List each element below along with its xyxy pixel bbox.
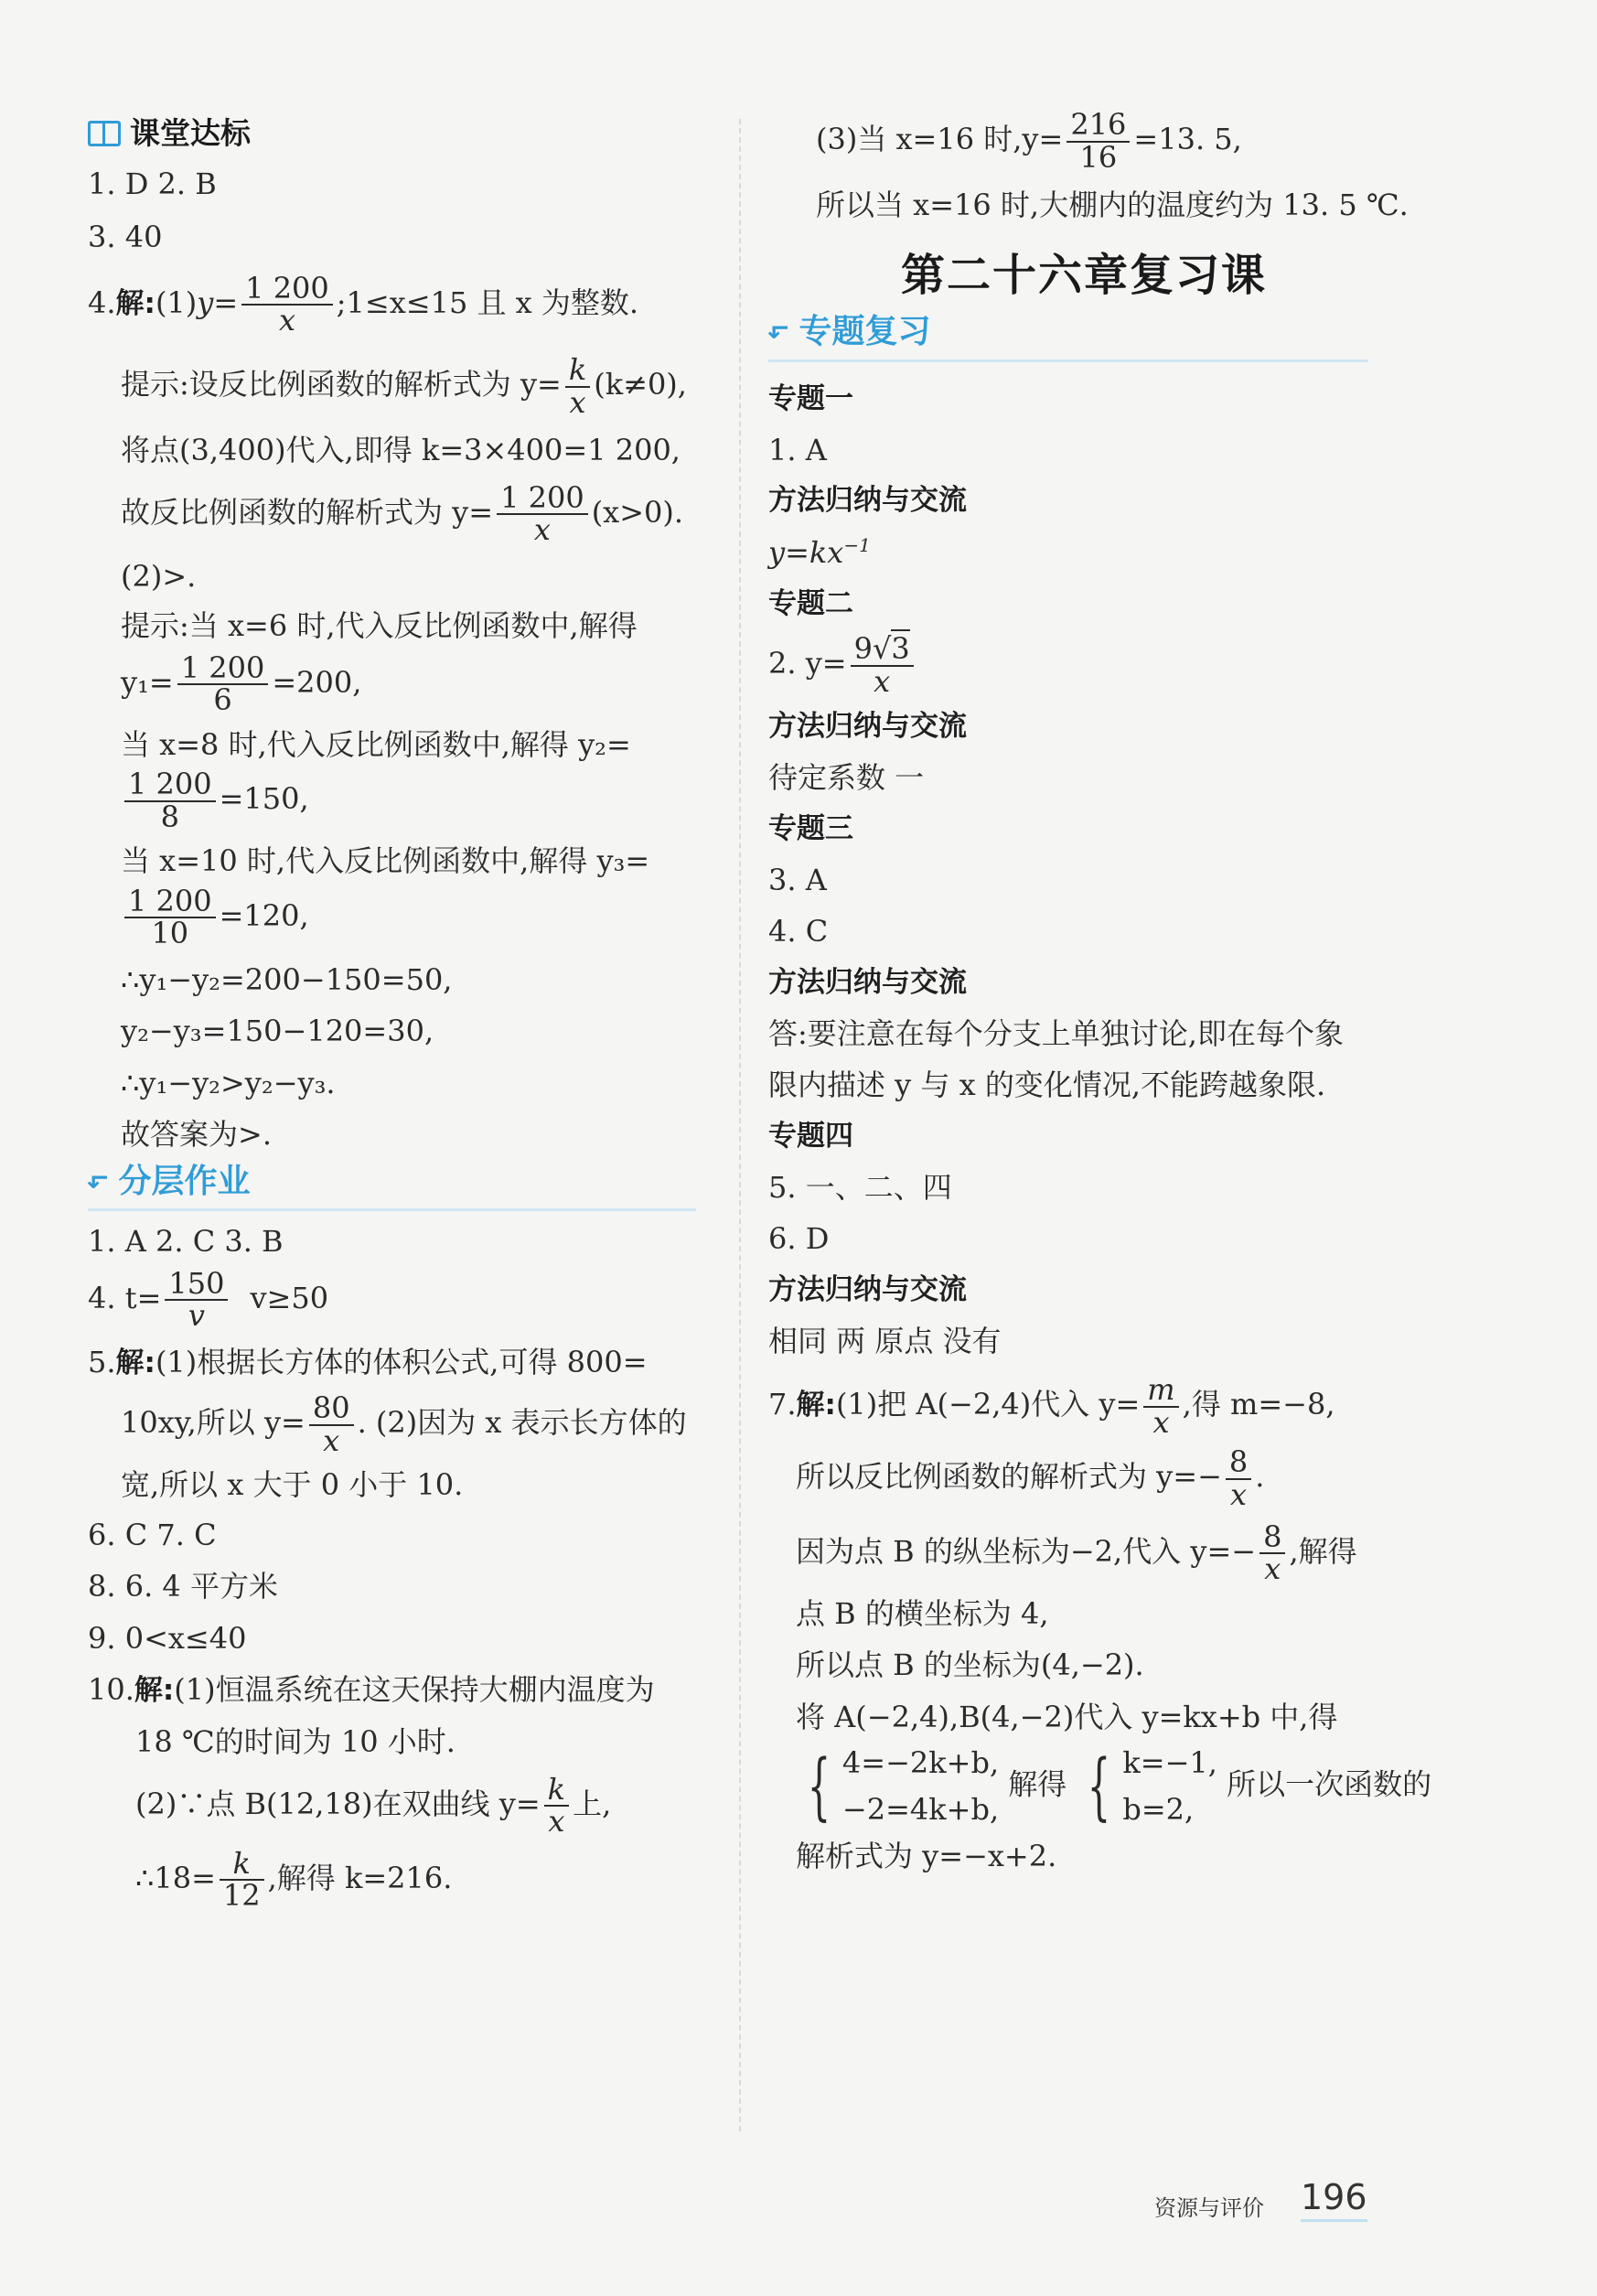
answer-line: 4. t= $\frac{150}{v}$ v≥50 xyxy=(88,1265,329,1334)
question-7-line: 解析式为 y=−x+2. xyxy=(796,1839,1057,1874)
calc-line: 故答案为>. xyxy=(121,1117,272,1153)
column-divider xyxy=(739,119,741,2131)
method-heading: 方法归纳与交流 xyxy=(768,484,967,518)
question-5: 5.解:(1)根据长方体的体积公式,可得 800= xyxy=(88,1345,648,1379)
question-7: 7.解:(1)把 A(−2,4)代入 y= $\frac{m}{x}$ ,得 m=−8, xyxy=(768,1372,1335,1440)
answer-line: 1. D 2. B xyxy=(88,166,217,201)
method-heading: 方法归纳与交流 xyxy=(768,1272,967,1306)
topic-heading: 专题二 xyxy=(768,586,853,620)
section-heading-homework: ↰ 分层作业 xyxy=(88,1159,696,1211)
hint-line: 故反比例函数的解析式为 y= $\frac{1 200}{x}$ (x>0). xyxy=(121,479,684,548)
fraction: $\frac{1 200}{x}$ xyxy=(241,274,333,337)
answer-line: 2. y= $\frac{9√3}{x}$ xyxy=(768,634,1399,697)
question-7-line: 所以反比例函数的解析式为 y=− $\frac{8}{x}$ . xyxy=(796,1444,1265,1512)
answer-line: 6. C 7. C xyxy=(88,1517,217,1552)
calc-line: $\frac{1 200}{8}$ =150, xyxy=(121,769,728,832)
book-icon xyxy=(88,121,121,146)
answer-line: 限内描述 y 与 x 的变化情况,不能跨越象限. xyxy=(768,1068,1326,1103)
left-column xyxy=(82,110,728,1914)
page-number: 196 xyxy=(1301,2177,1367,2222)
answer-line: 相同 两 原点 没有 xyxy=(768,1323,1002,1358)
question-7-line: 所以点 B 的坐标为(4,−2). xyxy=(796,1647,1144,1683)
question-10-line: 18 ℃的时间为 10 小时. xyxy=(135,1724,456,1760)
method-heading: 方法归纳与交流 xyxy=(768,965,967,999)
calc-line: y₂−y₃=150−120=30, xyxy=(121,1014,434,1049)
footer-label: 资源与评价 xyxy=(1154,2195,1264,2221)
calc-line: ∴y₁−y₂>y₂−y₃. xyxy=(121,1065,336,1100)
topic-heading: 专题四 xyxy=(768,1119,853,1153)
system-left: { 4=−2k+b, −2=4k+b, xyxy=(807,1743,1000,1829)
answer-line: 3. A xyxy=(768,862,827,897)
hint-line: 将点(3,400)代入,即得 k=3×400=1 200, xyxy=(121,433,681,468)
answer-line: 1. A 2. C 3. B xyxy=(88,1224,284,1260)
calc-line: $\frac{1 200}{10}$ =120, xyxy=(121,886,728,950)
chapter-title: 第二十六章复习课 xyxy=(900,249,1267,301)
calc-line: 当 x=10 时,代入反比例函数中,解得 y₃= xyxy=(121,843,650,879)
question-7-line: 因为点 B 的纵坐标为−2,代入 y=− $\frac{8}{x}$ ,解得 xyxy=(796,1518,1357,1587)
question-5-line: 10xy,所以 y= $\frac{80}{x}$ . (2)因为 x 表示长方体的 xyxy=(121,1390,687,1458)
calc-line: ∴y₁−y₂=200−150=50, xyxy=(121,961,453,997)
section-heading-topic-review: ↰ 专题复习 xyxy=(768,310,1368,362)
question-7-line: 点 B 的横坐标为 4, xyxy=(796,1595,1049,1631)
part-2: (2)>. xyxy=(121,558,197,594)
question-5-line: 宽,所以 x 大于 0 小于 10. xyxy=(121,1467,464,1503)
answer-line: 5. 一、二、四 xyxy=(768,1169,952,1205)
topic-heading: 专题三 xyxy=(768,811,853,845)
method-heading: 方法归纳与交流 xyxy=(768,710,967,744)
right-column xyxy=(763,107,1432,1874)
calc-line: 当 x=8 时,代入反比例函数中,解得 y₂= xyxy=(121,726,631,762)
question-10-line: 所以当 x=16 时,大棚内的温度约为 13. 5 ℃. xyxy=(816,188,1409,223)
return-arrow-icon: ↰ xyxy=(82,1170,113,1193)
answer-line: 4. C xyxy=(768,914,829,950)
question-10: 10.解:(1)恒温系统在这天保持大棚内温度为 xyxy=(88,1671,655,1707)
question-7-body xyxy=(768,1444,1432,1874)
hint-line: 提示:当 x=6 时,代入反比例函数中,解得 xyxy=(121,608,638,644)
section-heading-classroom: 课堂达标 xyxy=(88,110,728,157)
answer-line: 1. A xyxy=(768,432,827,467)
equation-system: { 4=−2k+b, −2=4k+b, 解得 { k=−1, b=2, 所以一次函数的 xyxy=(796,1740,1399,1833)
question-10-line: (3)当 x=16 时,y= $\frac{216}{16}$ =13. 5, xyxy=(816,107,1242,175)
return-arrow-icon: ↰ xyxy=(763,320,794,343)
answer-line: 9. 0<x≤40 xyxy=(88,1620,247,1656)
question-7-line: 将 A(−2,4),B(4,−2)代入 y=kx+b 中,得 xyxy=(796,1699,1338,1734)
answer-line: 3. 40 xyxy=(88,220,163,255)
answer-line: 答:要注意在每个分支上单独讨论,即在每个象 xyxy=(768,1015,1344,1051)
question-10-line: ∴18= $\frac{k}{12}$ ,解得 k=216. xyxy=(135,1845,453,1914)
system-right: { k=−1, b=2, xyxy=(1088,1743,1217,1829)
question-4: 4.解:(1)y= $\frac{1 200}{x}$ ;1≤x≤15 且 x 为整数. xyxy=(88,270,639,338)
answer-line: 8. 6. 4 平方米 xyxy=(88,1569,278,1604)
calc-line: y₁= $\frac{1 200}{6}$ =200, xyxy=(121,649,362,718)
page-footer xyxy=(1154,2177,1367,2222)
hint-block-1 xyxy=(88,351,728,1153)
answer-line: 待定系数 一 xyxy=(768,760,925,796)
hint-line: 提示:设反比例函数的解析式为 y= $\frac{k}{x}$ (k≠0), xyxy=(121,351,687,420)
topic-heading: 专题一 xyxy=(768,381,853,415)
question-10-line: (2)∵点 B(12,18)在双曲线 y= $\frac{k}{x}$ 上, xyxy=(135,1771,612,1840)
answer-line: $y=kx^{-1}$ xyxy=(768,534,871,571)
answer-line: 6. D xyxy=(768,1221,830,1257)
